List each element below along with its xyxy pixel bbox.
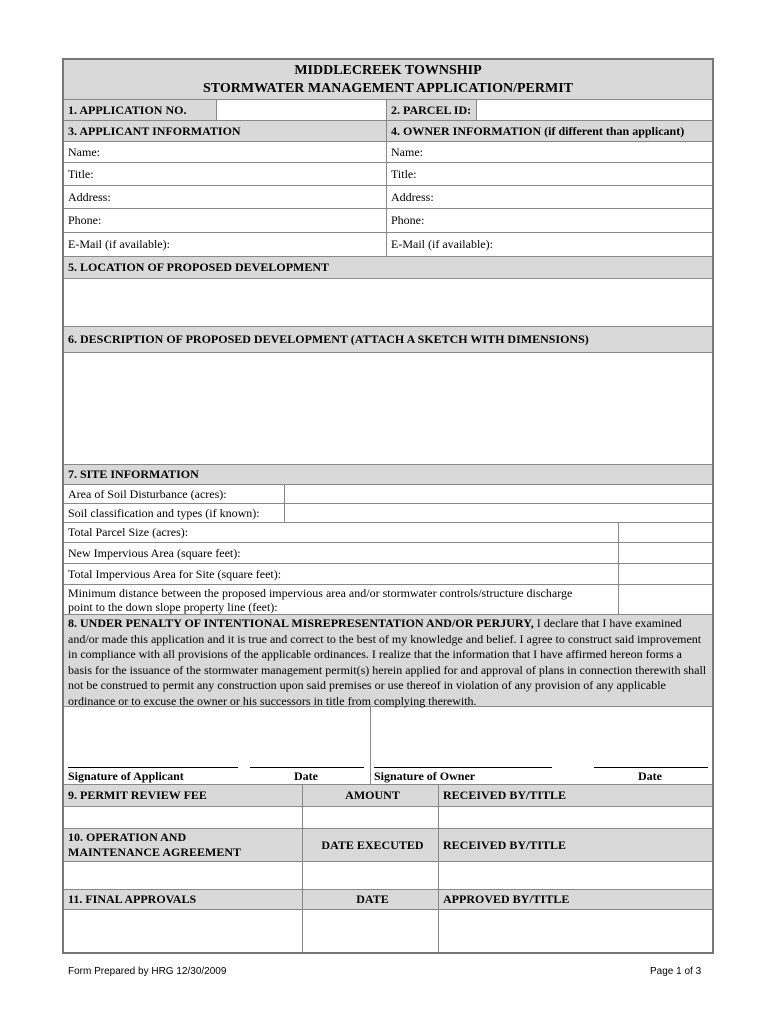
- new-impervious-label: New Impervious Area (square feet):: [68, 545, 241, 560]
- maintenance-received-header: RECEIVED BY/TITLE: [438, 829, 712, 861]
- declaration-heading: 8. UNDER PENALTY OF INTENTIONAL MISREPRESENTATION AND/OR PERJURY,: [68, 616, 534, 630]
- parcel-size-field[interactable]: [618, 523, 712, 542]
- info-headers-row: [64, 121, 712, 142]
- footer-prepared-by: Form Prepared by HRG 12/30/2009: [68, 966, 227, 977]
- owner-phone-field[interactable]: Phone:: [386, 209, 712, 232]
- new-impervious-row: [64, 543, 712, 564]
- maintenance-header: [64, 829, 302, 861]
- owner-signature-line: [374, 767, 552, 768]
- description-header-row: [64, 327, 712, 353]
- fee-received-header: RECEIVED BY/TITLE: [438, 785, 712, 806]
- soil-class-field[interactable]: [284, 504, 712, 522]
- declaration-body: I declare that I have examined and/or made this application and it is true and correct to the best of my knowledge and belief. I agree to construct said improvement in compliance with all provisions of the applicable ordinances. I realize that the information that I have affirmed hereon forms a basis for the issuance of the stormwater management permit(s) herein applied for and approval of plans in connection therewith shall not be construed to permit any construction upon said premises or use thereof in violation of any provision of any applicable ordinance or to excuse the owner or his successors in title from complying therewith.: [68, 616, 707, 708]
- applicant-info-header: 3. APPLICANT INFORMATION: [68, 123, 241, 138]
- amount-header: AMOUNT: [302, 785, 438, 806]
- maintenance-header-line2: MAINTENANCE AGREEMENT: [68, 845, 242, 859]
- site-info-header-row: [64, 465, 712, 485]
- application-parcel-row: [64, 100, 712, 121]
- form-name: STORMWATER MANAGEMENT APPLICATION/PERMIT: [203, 81, 573, 96]
- owner-signature-label: Signature of Owner: [374, 769, 476, 783]
- total-impervious-field[interactable]: [618, 564, 712, 584]
- approval-date-header: DATE: [302, 890, 438, 909]
- applicant-date-label: Date: [294, 769, 318, 783]
- amount-field[interactable]: [302, 807, 438, 828]
- application-no-field[interactable]: [216, 100, 386, 120]
- approved-by-header: APPROVED BY/TITLE: [438, 890, 712, 909]
- owner-name-field[interactable]: Name:: [386, 142, 712, 162]
- soil-disturbance-row: [64, 485, 712, 504]
- min-distance-label-line2: point to the down slope property line (feet):: [68, 600, 278, 614]
- applicant-address-field[interactable]: Address:: [68, 189, 111, 204]
- final-approvals-field[interactable]: [64, 910, 302, 952]
- new-impervious-field[interactable]: [618, 543, 712, 563]
- township-name: MIDDLECREEK TOWNSHIP: [294, 63, 482, 78]
- soil-class-row: [64, 504, 712, 523]
- maintenance-received-field[interactable]: [438, 862, 712, 889]
- email-row: [64, 233, 712, 257]
- soil-class-label: Soil classification and types (if known):: [68, 505, 260, 520]
- signature-row: [64, 707, 712, 785]
- fee-values-row: [64, 807, 712, 829]
- applicant-email-field[interactable]: E-Mail (if available):: [68, 237, 170, 251]
- fee-header-row: [64, 785, 712, 807]
- soil-disturbance-label: Area of Soil Disturbance (acres):: [68, 486, 227, 501]
- applicant-date-line: [250, 767, 364, 768]
- application-no-label: 1. APPLICATION NO.: [64, 100, 216, 120]
- owner-title-field[interactable]: Title:: [386, 163, 712, 185]
- title-row: [64, 163, 712, 186]
- location-header: 5. LOCATION OF PROPOSED DEVELOPMENT: [68, 260, 330, 274]
- final-approvals-header-row: [64, 890, 712, 910]
- form-title: [64, 60, 712, 100]
- maintenance-header-row: [64, 829, 712, 862]
- fee-field[interactable]: [64, 807, 302, 828]
- fee-received-field[interactable]: [438, 807, 712, 828]
- declaration-text: [64, 615, 712, 710]
- location-header-row: [64, 257, 712, 279]
- applicant-title-field[interactable]: Title:: [68, 166, 94, 181]
- address-row: [64, 186, 712, 209]
- applicant-signature-label: Signature of Applicant: [68, 769, 184, 783]
- owner-info-header: 4. OWNER INFORMATION (if different than applicant): [386, 121, 712, 141]
- owner-email-field[interactable]: E-Mail (if available):: [386, 233, 712, 256]
- maintenance-values-row: [64, 862, 712, 890]
- name-row: [64, 142, 712, 163]
- date-executed-header: DATE EXECUTED: [302, 829, 438, 861]
- date-executed-field[interactable]: [302, 862, 438, 889]
- total-impervious-label: Total Impervious Area for Site (square feet):: [68, 566, 282, 581]
- applicant-name-field[interactable]: Name:: [68, 144, 100, 159]
- parcel-size-label: Total Parcel Size (acres):: [68, 525, 189, 539]
- maintenance-field[interactable]: [64, 862, 302, 889]
- applicant-phone-field[interactable]: Phone:: [68, 213, 102, 227]
- location-field[interactable]: [64, 279, 712, 327]
- soil-disturbance-field[interactable]: [284, 485, 712, 503]
- footer-page-number: Page 1 of 3: [650, 966, 702, 977]
- stormwater-application-form: [62, 58, 714, 954]
- parcel-size-row: [64, 523, 712, 543]
- parcel-id-field[interactable]: [476, 100, 712, 120]
- approved-by-field[interactable]: [438, 910, 712, 952]
- phone-row: [64, 209, 712, 233]
- declaration-row: [64, 615, 712, 707]
- fee-header: 9. PERMIT REVIEW FEE: [68, 788, 207, 802]
- site-info-header: 7. SITE INFORMATION: [68, 467, 199, 481]
- final-approvals-header: 11. FINAL APPROVALS: [68, 892, 197, 906]
- total-impervious-row: [64, 564, 712, 585]
- min-distance-row: [64, 585, 712, 615]
- min-distance-label: [64, 585, 618, 614]
- applicant-signature-line: [68, 767, 238, 768]
- owner-address-field[interactable]: Address:: [386, 186, 712, 208]
- parcel-id-label: 2. PARCEL ID:: [386, 100, 476, 120]
- min-distance-field[interactable]: [618, 585, 712, 614]
- owner-date-line: [594, 767, 708, 768]
- min-distance-label-line1: Minimum distance between the proposed impervious area and/or stormwater controls/structure discharge: [68, 586, 573, 600]
- description-header: 6. DESCRIPTION OF PROPOSED DEVELOPMENT (ATTACH A SKETCH WITH DIMENSIONS): [68, 332, 589, 346]
- final-approvals-values-row: [64, 910, 712, 952]
- owner-date-label: Date: [638, 769, 662, 783]
- approval-date-field[interactable]: [302, 910, 438, 952]
- maintenance-header-line1: 10. OPERATION AND: [68, 830, 187, 844]
- description-field[interactable]: [64, 353, 712, 465]
